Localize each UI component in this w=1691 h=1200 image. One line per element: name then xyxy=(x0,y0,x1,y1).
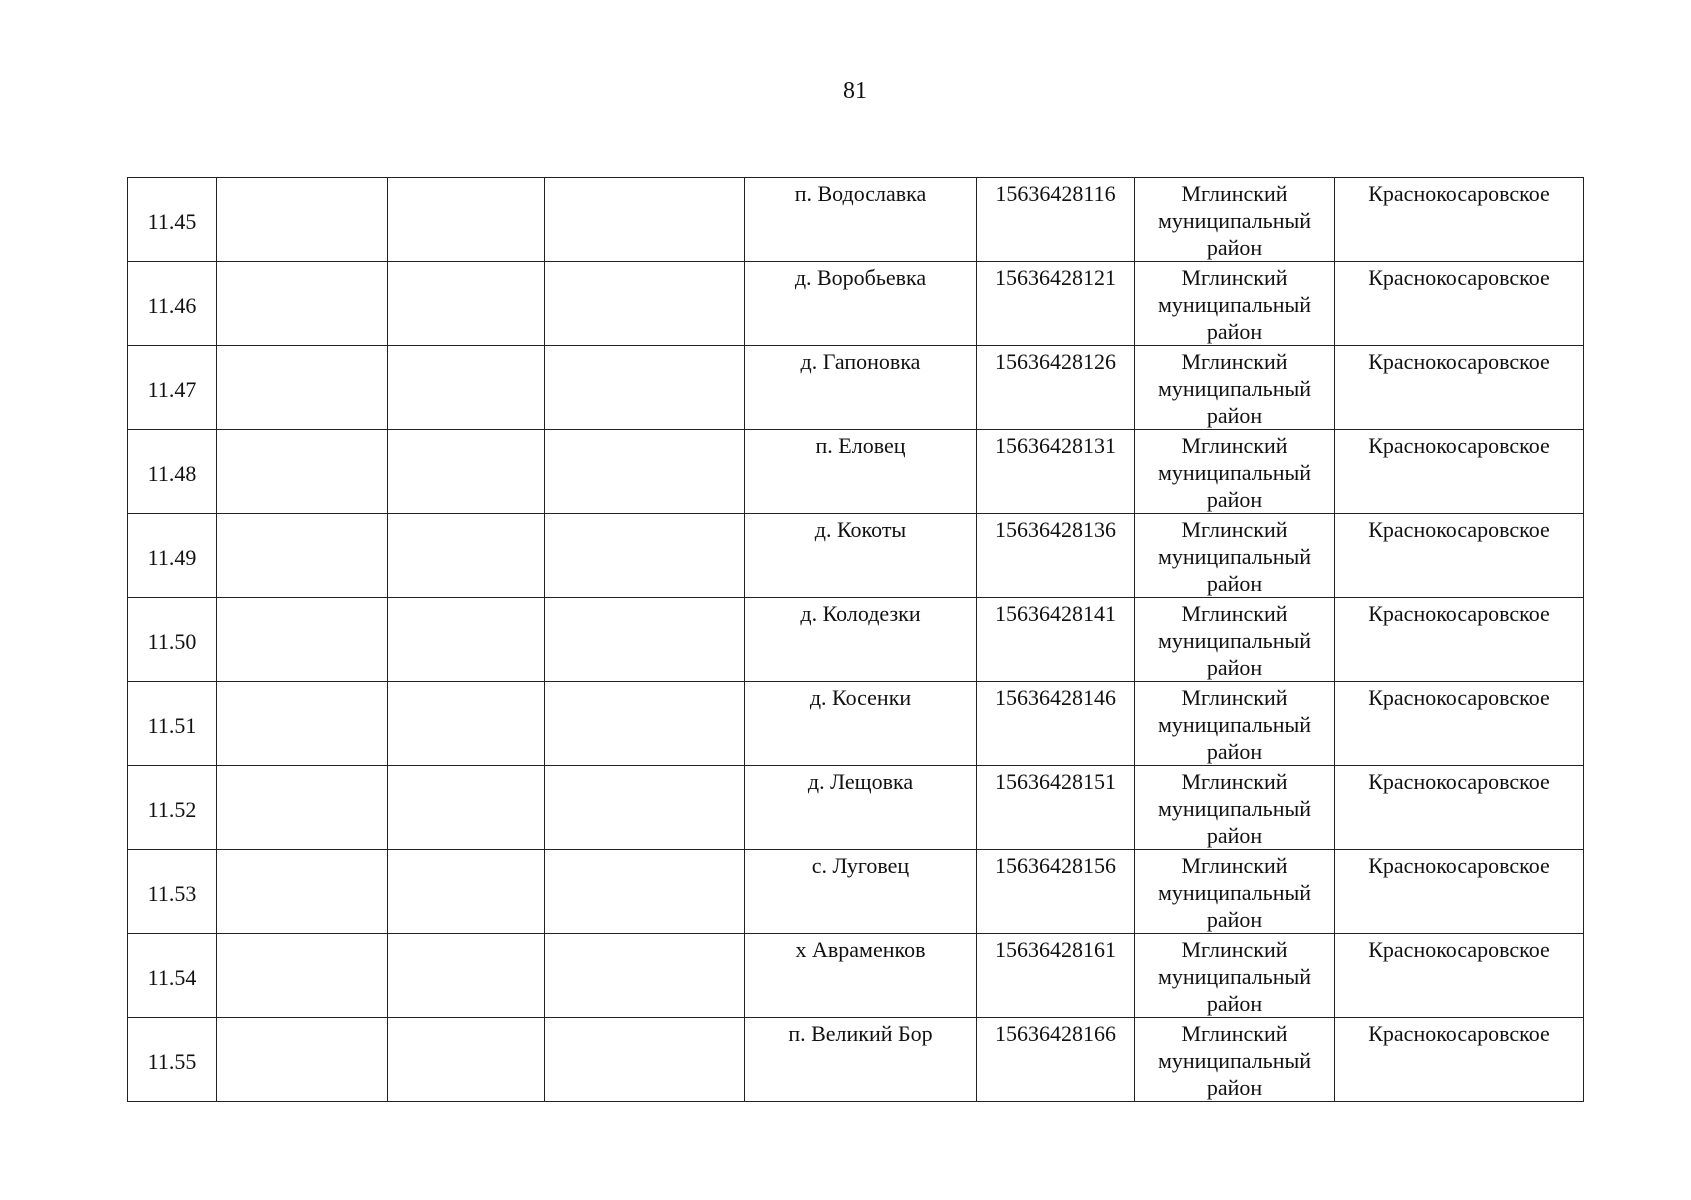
table-row xyxy=(128,430,1584,514)
district-line: муниципальный xyxy=(1157,292,1312,317)
district-cell xyxy=(1135,430,1335,514)
district-line: район xyxy=(1206,907,1263,932)
empty-cell xyxy=(217,934,388,1018)
district-line: район xyxy=(1206,823,1263,848)
district-line: муниципальный xyxy=(1157,544,1312,569)
district-line: Мглинский xyxy=(1181,433,1288,458)
empty-cell xyxy=(388,262,545,346)
place-name-cell: д. Гапоновка xyxy=(745,346,977,430)
place-name-cell: х Авраменков xyxy=(745,934,977,1018)
oktmo-code-cell: 15636428151 xyxy=(977,766,1135,850)
district-cell xyxy=(1135,598,1335,682)
oktmo-code-cell: 15636428161 xyxy=(977,934,1135,1018)
table-row xyxy=(128,178,1584,262)
table-row xyxy=(128,262,1584,346)
empty-cell xyxy=(217,178,388,262)
district-line: Мглинский xyxy=(1181,601,1288,626)
empty-cell xyxy=(217,346,388,430)
district-line: муниципальный xyxy=(1157,460,1312,485)
district-cell xyxy=(1135,850,1335,934)
settlement-cell: Краснокосаровское xyxy=(1335,850,1584,934)
district-line: муниципальный xyxy=(1157,208,1312,233)
table-row xyxy=(128,934,1584,1018)
empty-cell xyxy=(388,766,545,850)
table-row xyxy=(128,514,1584,598)
table-row xyxy=(128,346,1584,430)
district-cell xyxy=(1135,934,1335,1018)
oktmo-code-cell: 15636428141 xyxy=(977,598,1135,682)
table-row xyxy=(128,850,1584,934)
district-line: Мглинский xyxy=(1181,1021,1288,1046)
empty-cell xyxy=(388,682,545,766)
table-row xyxy=(128,1018,1584,1102)
settlement-cell: Краснокосаровское xyxy=(1335,766,1584,850)
district-line: муниципальный xyxy=(1157,964,1312,989)
district-line: Мглинский xyxy=(1181,769,1288,794)
district-cell xyxy=(1135,346,1335,430)
table-row xyxy=(128,766,1584,850)
empty-cell xyxy=(388,934,545,1018)
district-line: район xyxy=(1206,991,1263,1016)
place-name-cell: д. Косенки xyxy=(745,682,977,766)
empty-cell xyxy=(545,346,745,430)
district-line: район xyxy=(1206,403,1263,428)
place-name-cell: д. Колодезки xyxy=(745,598,977,682)
district-line: муниципальный xyxy=(1157,628,1312,653)
empty-cell xyxy=(545,682,745,766)
oktmo-code-cell: 15636428116 xyxy=(977,178,1135,262)
district-line: район xyxy=(1206,739,1263,764)
district-line: район xyxy=(1206,487,1263,512)
settlement-cell: Краснокосаровское xyxy=(1335,682,1584,766)
table-row xyxy=(128,598,1584,682)
district-line: Мглинский xyxy=(1181,181,1288,206)
district-line: муниципальный xyxy=(1157,880,1312,905)
district-line: Мглинский xyxy=(1181,685,1288,710)
district-line: Мглинский xyxy=(1181,853,1288,878)
empty-cell xyxy=(388,430,545,514)
empty-cell xyxy=(217,850,388,934)
district-cell xyxy=(1135,262,1335,346)
row-number-cell: 11.53 xyxy=(128,850,217,934)
empty-cell xyxy=(545,598,745,682)
row-number-cell: 11.55 xyxy=(128,1018,217,1102)
table-row xyxy=(128,682,1584,766)
place-name-cell: п. Еловец xyxy=(745,430,977,514)
district-line: район xyxy=(1206,655,1263,680)
district-line: Мглинский xyxy=(1181,265,1288,290)
oktmo-code-cell: 15636428146 xyxy=(977,682,1135,766)
oktmo-code-cell: 15636428166 xyxy=(977,1018,1135,1102)
district-line: Мглинский xyxy=(1181,517,1288,542)
empty-cell xyxy=(388,598,545,682)
place-name-cell: с. Луговец xyxy=(745,850,977,934)
place-name-cell: д. Лещовка xyxy=(745,766,977,850)
empty-cell xyxy=(217,1018,388,1102)
empty-cell xyxy=(545,1018,745,1102)
empty-cell xyxy=(545,850,745,934)
district-line: Мглинский xyxy=(1181,349,1288,374)
empty-cell xyxy=(388,178,545,262)
empty-cell xyxy=(217,430,388,514)
empty-cell xyxy=(545,178,745,262)
row-number-cell: 11.51 xyxy=(128,682,217,766)
empty-cell xyxy=(545,430,745,514)
settlements-table xyxy=(127,177,1584,1102)
table-body xyxy=(128,178,1584,1102)
empty-cell xyxy=(217,682,388,766)
empty-cell xyxy=(217,598,388,682)
empty-cell xyxy=(545,766,745,850)
oktmo-code-cell: 15636428136 xyxy=(977,514,1135,598)
page-number: 81 xyxy=(843,78,867,104)
settlement-cell: Краснокосаровское xyxy=(1335,262,1584,346)
row-number-cell: 11.46 xyxy=(128,262,217,346)
empty-cell xyxy=(388,850,545,934)
district-line: район xyxy=(1206,1075,1263,1100)
empty-cell xyxy=(217,514,388,598)
settlement-cell: Краснокосаровское xyxy=(1335,598,1584,682)
district-cell xyxy=(1135,1018,1335,1102)
district-line: муниципальный xyxy=(1157,796,1312,821)
settlement-cell: Краснокосаровское xyxy=(1335,934,1584,1018)
district-cell xyxy=(1135,178,1335,262)
settlement-cell: Краснокосаровское xyxy=(1335,1018,1584,1102)
district-line: муниципальный xyxy=(1157,1048,1312,1073)
district-line: муниципальный xyxy=(1157,376,1312,401)
empty-cell xyxy=(388,1018,545,1102)
district-line: Мглинский xyxy=(1181,937,1288,962)
district-cell xyxy=(1135,766,1335,850)
district-cell xyxy=(1135,682,1335,766)
empty-cell xyxy=(545,514,745,598)
oktmo-code-cell: 15636428121 xyxy=(977,262,1135,346)
district-line: муниципальный xyxy=(1157,712,1312,737)
district-cell xyxy=(1135,514,1335,598)
settlement-cell: Краснокосаровское xyxy=(1335,430,1584,514)
oktmo-code-cell: 15636428126 xyxy=(977,346,1135,430)
row-number-cell: 11.45 xyxy=(128,178,217,262)
oktmo-code-cell: 15636428131 xyxy=(977,430,1135,514)
oktmo-code-cell: 15636428156 xyxy=(977,850,1135,934)
row-number-cell: 11.49 xyxy=(128,514,217,598)
row-number-cell: 11.50 xyxy=(128,598,217,682)
empty-cell xyxy=(388,346,545,430)
place-name-cell: д. Кокоты xyxy=(745,514,977,598)
empty-cell xyxy=(388,514,545,598)
row-number-cell: 11.54 xyxy=(128,934,217,1018)
district-line: район xyxy=(1206,235,1263,260)
place-name-cell: д. Воробьевка xyxy=(745,262,977,346)
district-line: район xyxy=(1206,571,1263,596)
row-number-cell: 11.47 xyxy=(128,346,217,430)
empty-cell xyxy=(217,766,388,850)
settlement-cell: Краснокосаровское xyxy=(1335,178,1584,262)
empty-cell xyxy=(217,262,388,346)
empty-cell xyxy=(545,262,745,346)
settlement-cell: Краснокосаровское xyxy=(1335,514,1584,598)
place-name-cell: п. Великий Бор xyxy=(745,1018,977,1102)
district-line: район xyxy=(1206,319,1263,344)
empty-cell xyxy=(545,934,745,1018)
settlement-cell: Краснокосаровское xyxy=(1335,346,1584,430)
row-number-cell: 11.48 xyxy=(128,430,217,514)
place-name-cell: п. Водославка xyxy=(745,178,977,262)
row-number-cell: 11.52 xyxy=(128,766,217,850)
